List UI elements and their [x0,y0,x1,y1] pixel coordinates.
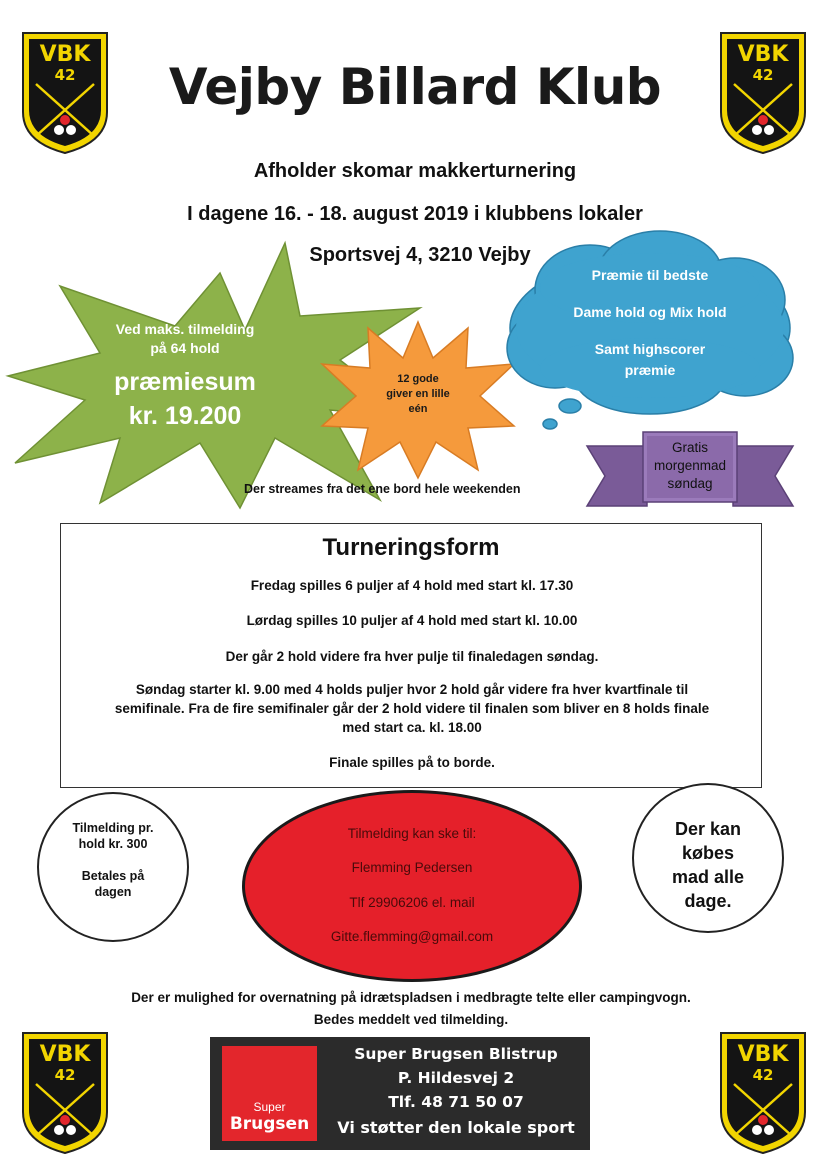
green-star-line3: præmiesum [114,368,256,396]
cloud-line4: præmie [624,362,676,378]
footer-camping-note: Der er mulighed for overnatning på idrætspladsen i medbragte telte eller campingvogn. [131,990,691,1005]
fee-line4: dagen [94,885,132,899]
page-title: Vejby Billard Klub [168,58,662,116]
logo-number: 42 [54,66,76,84]
signup-ellipse [242,790,582,982]
logo-number: 42 [54,1066,76,1084]
vbk-logo-bottom-left [20,1030,110,1156]
tournament-box [60,523,762,788]
tournament-friday: Fredag spilles 6 puljer af 4 hold med start kl. 17.30 [250,578,574,593]
event-address: Sportsvej 4, 3210 Vejby [309,244,531,266]
sponsor-banner [210,1037,590,1150]
sponsor-name: Super Brugsen Blistrup [354,1045,558,1063]
tournament-title: Turneringsform [322,534,500,561]
ribbon-line3: søndag [667,476,713,491]
cloud-line2: Dame hold og Mix hold [573,304,727,320]
food-line4: dage. [684,891,732,911]
green-star-line4: kr. 19.200 [128,402,242,430]
fee-line1: Tilmelding pr. [72,821,154,835]
cloud-line1: Præmie til bedste [591,267,709,283]
sponsor-slogan: Vi støtter den lokale sport [337,1118,575,1137]
orange-star-line3: eén [408,403,428,415]
ribbon-line1: Gratis [671,440,708,455]
vbk-logo-bottom-right [718,1030,808,1156]
food-line1: Der kan [674,819,742,839]
tournament-advance: Der går 2 hold videre fra hver pulje til finaledagen søndag. [225,649,599,664]
orange-star-line1: 12 gode [397,373,439,385]
signup-line1: Tilmelding kan ske til: [347,826,477,841]
tournament-sunday-2: semifinale. Fra de fire semifinaler går der 2 hold videre til finalen som bliver en 8 holds finale [114,701,710,716]
stream-notice: Der streames fra det ene bord hele weekenden [244,482,521,496]
cloud-shape [500,228,800,448]
tournament-sunday-3: med start ca. kl. 18.00 [342,720,482,735]
signup-phone: Tlf 29906206 el. mail [349,895,475,910]
fee-line3: Betales på [81,869,145,883]
green-star-line1: Ved maks. tilmelding [115,321,255,337]
sponsor-logo-big: Brugsen [229,1114,310,1134]
food-line3: mad alle [671,867,745,887]
tournament-saturday: Lørdag spilles 10 puljer af 4 hold med start kl. 10.00 [246,613,578,628]
logo-letters: VBK [39,42,91,67]
ribbon-line2: morgenmad [653,458,727,473]
tournament-sunday-1: Søndag starter kl. 9.00 med 4 holds puljer hvor 2 hold går videre fra hver kvartfinale til [135,682,689,697]
vbk-logo-top-left [20,30,110,156]
signup-email[interactable]: Gitte.flemming@gmail.com [330,929,494,944]
fee-line2: hold kr. 300 [78,837,148,851]
sponsor-street: P. Hildesvej 2 [397,1069,515,1087]
logo-number: 42 [752,1066,774,1084]
logo-letters: VBK [737,1042,789,1067]
event-dates: I dagene 16. - 18. august 2019 i klubbens lokaler [187,203,643,225]
sponsor-phone: Tlf. 48 71 50 07 [388,1093,524,1111]
footer-signup-note: Bedes meddelt ved tilmelding. [313,1012,509,1027]
signup-contact-name: Flemming Pedersen [351,860,473,875]
cloud-line3: Samt highscorer [594,341,706,357]
green-star-line2: på 64 hold [150,340,220,356]
super-brugsen-logo [222,1046,317,1141]
orange-star-line2: giver en lille [386,388,450,400]
logo-letters: VBK [737,42,789,67]
logo-letters: VBK [39,1042,91,1067]
tournament-final: Finale spilles på to borde. [329,755,495,770]
event-subtitle: Afholder skomar makkerturnering [253,160,577,182]
fee-circle [37,792,189,942]
logo-number: 42 [752,66,774,84]
vbk-logo-top-right [718,30,808,156]
sponsor-logo-small: Super [253,1100,286,1114]
food-line2: købes [681,843,735,863]
